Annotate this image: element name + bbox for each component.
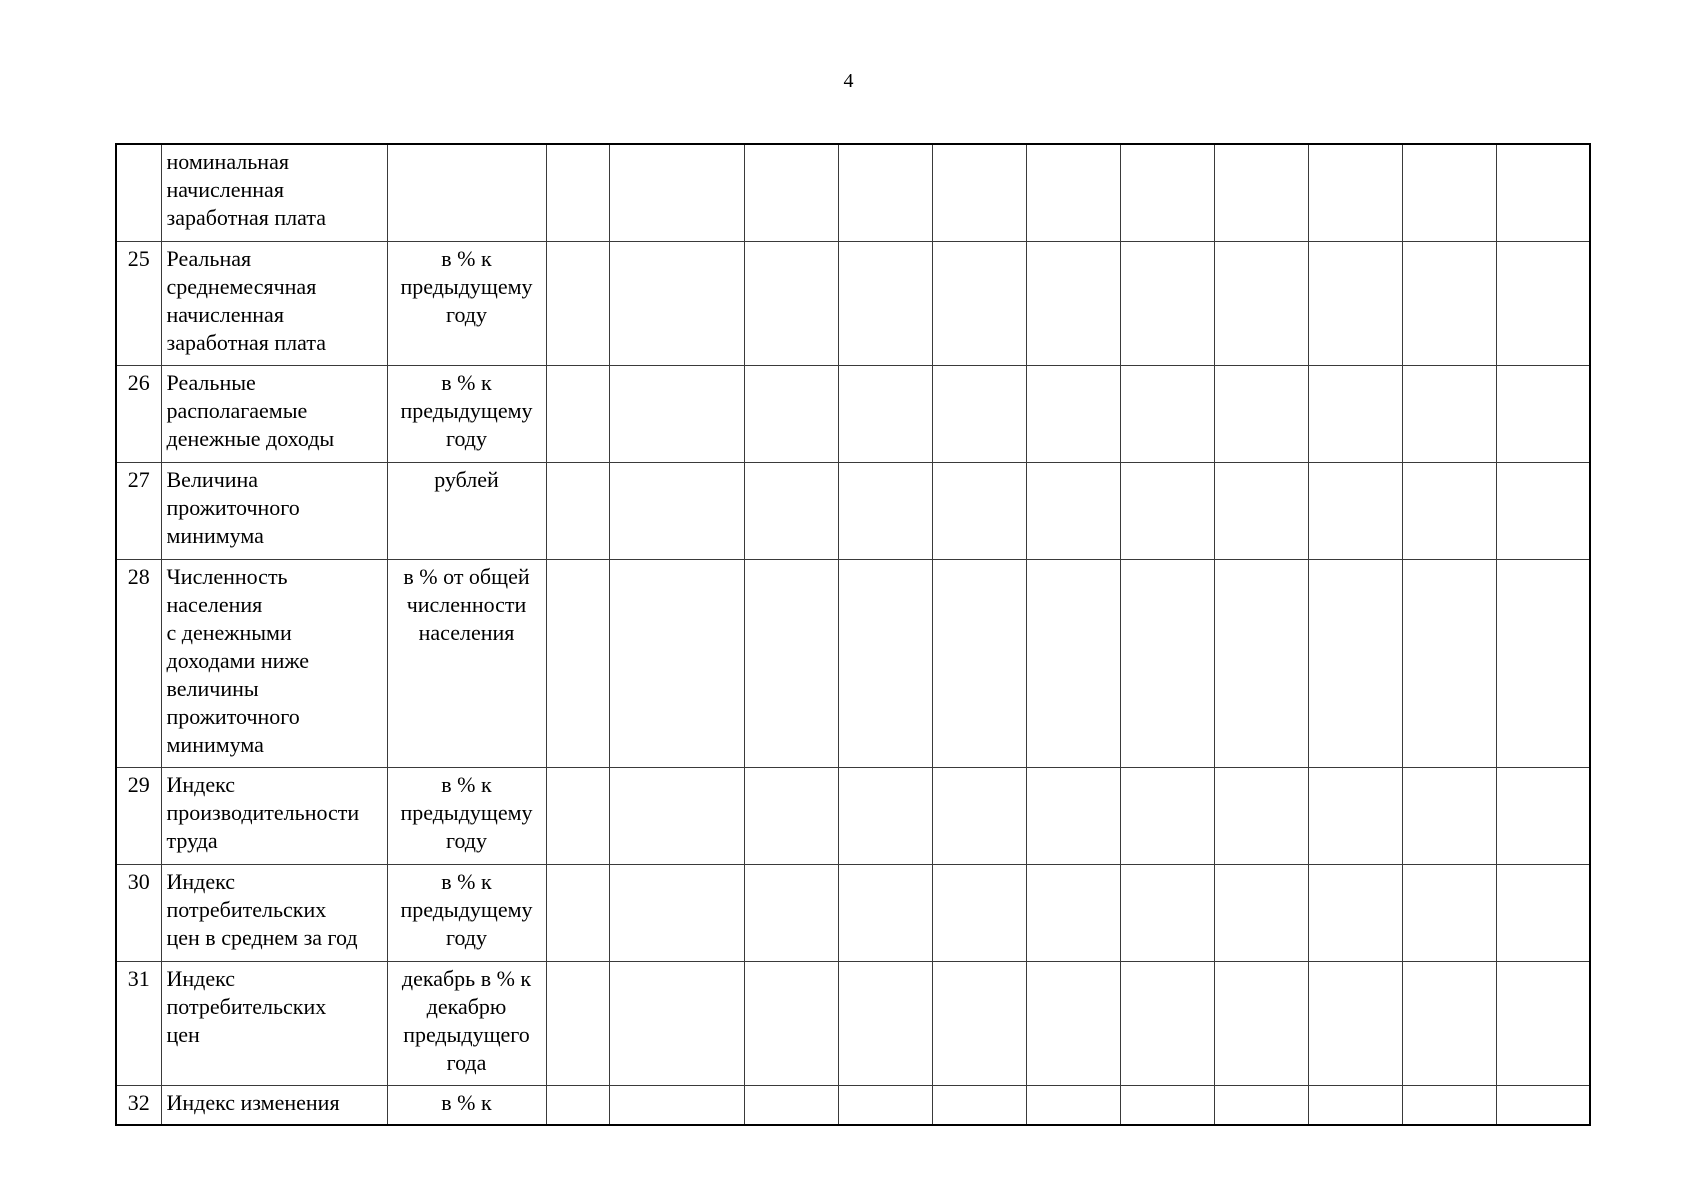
indicator-name: Индекс потребительских цен в среднем за год — [161, 864, 387, 961]
value-cell — [744, 1085, 838, 1125]
value-cell — [1214, 144, 1308, 241]
indicator-name: Реальная среднемесячная начисленная заработная плата — [161, 241, 387, 365]
indicator-name: Индекс производительности труда — [161, 767, 387, 864]
value-cell — [1496, 864, 1590, 961]
indicator-name: Величина прожиточного минимума — [161, 462, 387, 559]
value-cell — [609, 1085, 744, 1125]
value-cell — [1496, 144, 1590, 241]
value-cell — [932, 961, 1026, 1085]
value-cell — [744, 241, 838, 365]
value-cell — [1308, 559, 1402, 767]
value-cell — [1214, 767, 1308, 864]
value-cell — [609, 767, 744, 864]
value-cell — [1308, 241, 1402, 365]
unit-of-measure: декабрь в % к декабрю предыдущего года — [387, 961, 546, 1085]
value-cell — [1496, 559, 1590, 767]
row-number: 30 — [116, 864, 161, 961]
value-cell — [1214, 1085, 1308, 1125]
value-cell — [1026, 365, 1120, 462]
value-cell — [1120, 241, 1214, 365]
row-number: 32 — [116, 1085, 161, 1125]
value-cell — [838, 767, 932, 864]
row-number: 31 — [116, 961, 161, 1085]
indicator-name: Численность населения с денежными доходами ниже величины прожиточного минимума — [161, 559, 387, 767]
value-cell — [1308, 864, 1402, 961]
value-cell — [546, 462, 609, 559]
value-cell — [1026, 864, 1120, 961]
value-cell — [546, 144, 609, 241]
value-cell — [1402, 767, 1496, 864]
value-cell — [744, 462, 838, 559]
value-cell — [1308, 1085, 1402, 1125]
table-row — [116, 365, 1590, 462]
value-cell — [1402, 365, 1496, 462]
row-number: 25 — [116, 241, 161, 365]
value-cell — [1402, 961, 1496, 1085]
value-cell — [838, 365, 932, 462]
value-cell — [932, 864, 1026, 961]
value-cell — [838, 144, 932, 241]
value-cell — [932, 462, 1026, 559]
value-cell — [1496, 365, 1590, 462]
value-cell — [1026, 559, 1120, 767]
value-cell — [1496, 241, 1590, 365]
value-cell — [932, 767, 1026, 864]
table-row — [116, 462, 1590, 559]
unit-of-measure — [387, 144, 546, 241]
value-cell — [838, 559, 932, 767]
value-cell — [1402, 462, 1496, 559]
value-cell — [1214, 559, 1308, 767]
value-cell — [744, 961, 838, 1085]
unit-of-measure: в % от общей численности населения — [387, 559, 546, 767]
table-row — [116, 767, 1590, 864]
value-cell — [1120, 559, 1214, 767]
value-cell — [1496, 767, 1590, 864]
value-cell — [838, 1085, 932, 1125]
value-cell — [609, 961, 744, 1085]
value-cell — [838, 961, 932, 1085]
value-cell — [1496, 1085, 1590, 1125]
value-cell — [1214, 462, 1308, 559]
value-cell — [609, 365, 744, 462]
value-cell — [546, 961, 609, 1085]
row-number: 26 — [116, 365, 161, 462]
unit-of-measure: в % к предыдущему году — [387, 241, 546, 365]
value-cell — [1214, 961, 1308, 1085]
value-cell — [744, 144, 838, 241]
unit-of-measure: в % к предыдущему году — [387, 767, 546, 864]
value-cell — [838, 864, 932, 961]
value-cell — [1120, 767, 1214, 864]
value-cell — [1026, 241, 1120, 365]
page-number: 4 — [843, 70, 854, 92]
table-row — [116, 559, 1590, 767]
value-cell — [1026, 462, 1120, 559]
table-row — [116, 1085, 1590, 1125]
value-cell — [744, 864, 838, 961]
value-cell — [609, 864, 744, 961]
value-cell — [1402, 1085, 1496, 1125]
value-cell — [932, 1085, 1026, 1125]
row-number: 28 — [116, 559, 161, 767]
indicator-name: Индекс потребительских цен — [161, 961, 387, 1085]
table-row — [116, 864, 1590, 961]
value-cell — [1308, 462, 1402, 559]
value-cell — [546, 559, 609, 767]
value-cell — [838, 462, 932, 559]
value-cell — [1026, 767, 1120, 864]
value-cell — [1214, 365, 1308, 462]
value-cell — [546, 1085, 609, 1125]
unit-of-measure: рублей — [387, 462, 546, 559]
value-cell — [1120, 864, 1214, 961]
value-cell — [609, 462, 744, 559]
value-cell — [932, 559, 1026, 767]
row-number — [116, 144, 161, 241]
unit-of-measure: в % к предыдущему году — [387, 365, 546, 462]
value-cell — [1026, 1085, 1120, 1125]
value-cell — [932, 365, 1026, 462]
value-cell — [1308, 144, 1402, 241]
value-cell — [546, 767, 609, 864]
value-cell — [1496, 961, 1590, 1085]
value-cell — [1120, 1085, 1214, 1125]
value-cell — [609, 144, 744, 241]
value-cell — [546, 864, 609, 961]
value-cell — [1120, 462, 1214, 559]
value-cell — [1120, 365, 1214, 462]
value-cell — [1026, 961, 1120, 1085]
value-cell — [546, 365, 609, 462]
value-cell — [744, 365, 838, 462]
value-cell — [1402, 864, 1496, 961]
value-cell — [1120, 961, 1214, 1085]
value-cell — [609, 241, 744, 365]
row-number: 27 — [116, 462, 161, 559]
value-cell — [609, 559, 744, 767]
value-cell — [932, 241, 1026, 365]
unit-of-measure: в % к — [387, 1085, 546, 1125]
table-row — [116, 961, 1590, 1085]
row-number: 29 — [116, 767, 161, 864]
value-cell — [838, 241, 932, 365]
value-cell — [1026, 144, 1120, 241]
table-row — [116, 241, 1590, 365]
value-cell — [1402, 241, 1496, 365]
indicators-table — [115, 143, 1591, 1126]
value-cell — [1402, 559, 1496, 767]
value-cell — [1496, 462, 1590, 559]
table-row — [116, 144, 1590, 241]
value-cell — [1214, 864, 1308, 961]
value-cell — [546, 241, 609, 365]
unit-of-measure: в % к предыдущему году — [387, 864, 546, 961]
value-cell — [1308, 961, 1402, 1085]
indicator-name: Реальные располагаемые денежные доходы — [161, 365, 387, 462]
value-cell — [1214, 241, 1308, 365]
value-cell — [1308, 767, 1402, 864]
indicator-name: Индекс изменения — [161, 1085, 387, 1125]
value-cell — [932, 144, 1026, 241]
value-cell — [744, 767, 838, 864]
value-cell — [1308, 365, 1402, 462]
value-cell — [1402, 144, 1496, 241]
value-cell — [1120, 144, 1214, 241]
value-cell — [744, 559, 838, 767]
indicator-name: номинальная начисленная заработная плата — [161, 144, 387, 241]
